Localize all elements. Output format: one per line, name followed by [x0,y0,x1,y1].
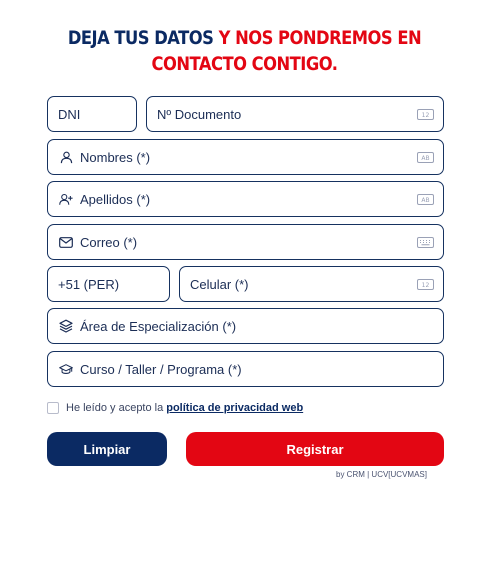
privacy-consent [47,402,303,414]
form-title [34,25,455,77]
privacy-policy-link[interactable]: política de privacidad web [166,402,304,414]
title-part-accent: Y NOS PONDREMOS EN CONTACTO CONTIGO. [151,27,422,75]
svg-text:12: 12 [421,282,430,289]
register-button[interactable]: Registrar [186,432,444,466]
svg-text:12: 12 [421,112,430,119]
mail-icon [59,235,73,249]
course-placeholder: Curso / Taller / Programa (*) [80,361,242,377]
doc-type-value: DNI [58,106,81,122]
specialization-select[interactable] [47,308,444,344]
text-keyboard-icon [417,194,434,205]
last-names-placeholder: Apellidos (*) [80,191,151,207]
mobile-placeholder: Celular (*) [190,276,249,292]
title-part-primary: DEJA TUS DATOS [67,27,214,49]
doc-number-placeholder: Nº Documento [157,106,242,122]
phone-prefix-select[interactable] [47,266,170,302]
first-names-input[interactable] [47,139,444,175]
user-plus-icon [59,192,73,206]
doc-type-select[interactable] [47,96,137,132]
email-input[interactable] [47,224,444,260]
user-icon [59,150,73,164]
specialization-placeholder: Área de Especialización (*) [80,318,237,334]
graduation-cap-icon [59,362,73,376]
numeric-keyboard-icon [417,279,434,290]
first-names-placeholder: Nombres (*) [80,149,151,165]
keyboard-icon [417,237,434,248]
layers-icon [59,319,73,333]
text-keyboard-icon [417,152,434,163]
doc-number-input[interactable] [146,96,444,132]
svg-text:AB: AB [421,197,430,204]
svg-text:AB: AB [421,155,430,162]
phone-prefix-value: +51 (PER) [58,276,120,292]
course-select[interactable] [47,351,444,387]
mobile-input[interactable] [179,266,444,302]
consent-text: He leído y acepto la [66,402,164,414]
last-names-input[interactable] [47,181,444,217]
numeric-keyboard-icon [417,109,434,120]
crm-credit: by CRM | UCV[UCVMAS] [336,470,427,479]
email-placeholder: Correo (*) [80,234,138,250]
clear-button[interactable]: Limpiar [47,432,167,466]
privacy-checkbox[interactable] [47,402,59,414]
